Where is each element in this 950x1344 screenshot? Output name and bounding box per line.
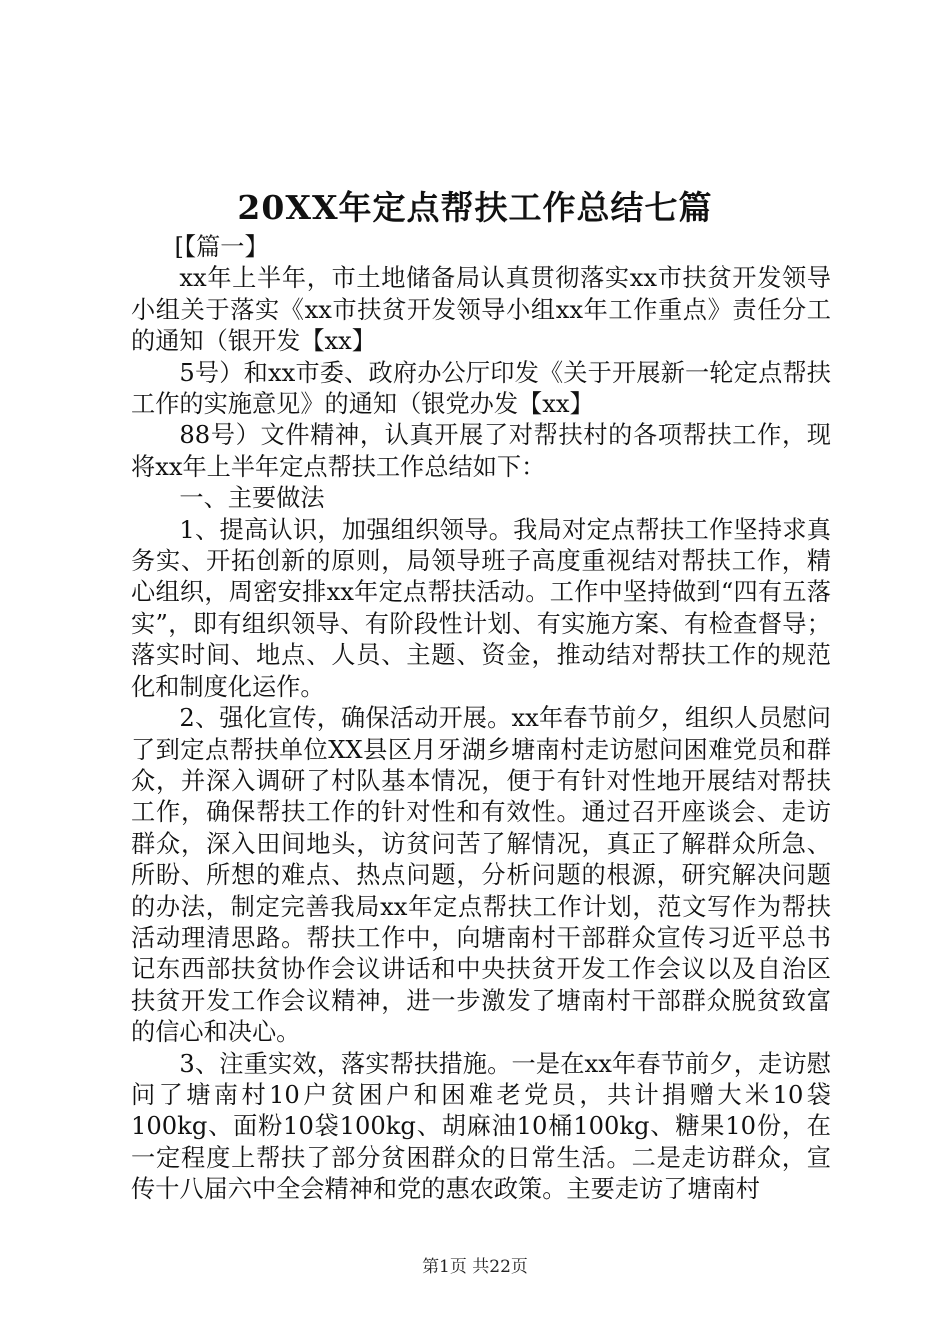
document-body bbox=[131, 232, 831, 1206]
body-paragraph: 88号）文件精神，认真开展了对帮扶村的各项帮扶工作，现将xx年上半年定点帮扶工作总结如下： bbox=[131, 421, 831, 481]
page-footer: 第1页 共22页 bbox=[422, 1257, 528, 1277]
section-heading-part-one: [【篇一】 bbox=[174, 233, 269, 261]
section-heading-main-practices: 一、主要做法 bbox=[179, 484, 325, 513]
document-title: 20XX年定点帮扶工作总结七篇 bbox=[237, 188, 713, 227]
body-paragraph: 1、提高认识，加强组织领导。我局对定点帮扶工作坚持求真务实、开拓创新的原则，局领导班子高度重视结对帮扶工作，精心组织，周密安排xx年定点帮扶活动。工作中坚持做到“四有五落实”，即有组织领导、有阶段性计划、有实施方案、有检查督导；落实时间、地点、人员、主题、资金，推动结对帮扶工作的规范化和制度化运作。 bbox=[131, 515, 831, 701]
body-paragraph: xx年上半年，市土地储备局认真贯彻落实xx市扶贫开发领导小组关于落实《xx市扶贫开发领导小组xx年工作重点》责任分工的通知（银开发【xx】 bbox=[131, 264, 831, 356]
body-paragraph: 2、强化宣传，确保活动开展。xx年春节前夕，组织人员慰问了到定点帮扶单位XX县区月牙湖乡塘南村走访慰问困难党员和群众，并深入调研了村队基本情况，便于有针对性地开展结对帮扶工作，确保帮扶工作的针对性和有效性。通过召开座谈会、走访群众，深入田间地头，访贫问苦了解情况，真正了解群众所急、所盼、所想的难点、热点问题，分析问题的根源，研究解决问题的办法，制定完善我局xx年定点帮扶工作计划，范文写作为帮扶活动理清思路。帮扶工作中，向塘南村干部群众宣传习近平总书记东西部扶贫协作会议讲话和中央扶贫开发工作会议以及自治区扶贫开发工作会议精神，进一步激发了塘南村干部群众脱贫致富的信心和决心。 bbox=[131, 704, 831, 1047]
body-paragraph: 3、注重实效，落实帮扶措施。一是在xx年春节前夕，走访慰问了塘南村10户贫困户和困难老党员，共计捐赠大米10袋100kg、面粉10袋100kg、胡麻油10桶100kg、糖果10份，在一定程度上帮扶了部分贫困群众的日常生活。二是走访群众，宣传十八届六中全会精神和党的惠农政策。主要走访了塘南村 bbox=[131, 1049, 831, 1204]
body-paragraph: 5号）和xx市委、政府办公厅印发《关于开展新一轮定点帮扶工作的实施意见》的通知（银党办发【xx】 bbox=[131, 358, 831, 419]
